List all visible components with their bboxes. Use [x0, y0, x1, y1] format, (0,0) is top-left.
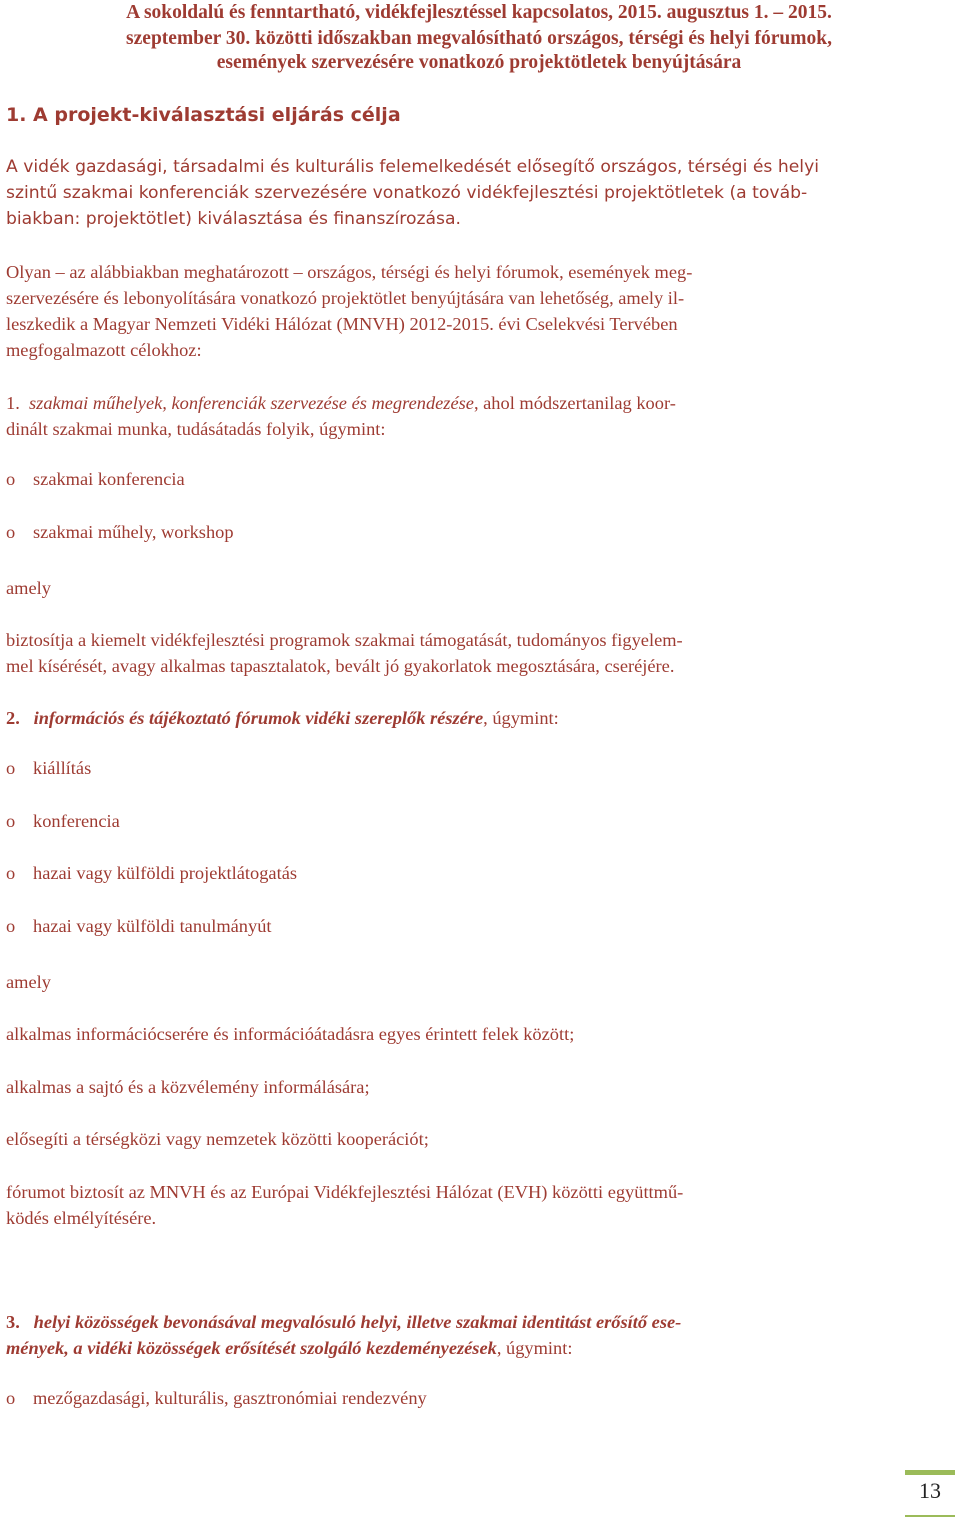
bullet-item: hazai vagy külföldi projektlátogatás — [33, 863, 298, 883]
item-2-last-paragraph — [6, 1179, 683, 1231]
bullet-glyph: o — [6, 811, 16, 831]
item-1-paragraph — [6, 627, 683, 679]
bullet-item: kiállítás — [33, 758, 92, 778]
item-emphasis: információs és tájékoztató fórumok vidéki szereplők részére — [33, 708, 484, 728]
text-line: mel kísérését, avagy alkalmas tapasztalatok, bevált jó gyakorlatok megosztására, cseréjére. — [6, 656, 675, 676]
item-3-intro — [6, 1309, 681, 1361]
bullet-item: konferencia — [33, 811, 120, 831]
text-line — [6, 390, 676, 416]
item-rest: , úgymint: — [483, 708, 559, 728]
text-line: biakban: projektötlet) kiválasztása és finanszírozása. — [6, 209, 461, 229]
bullet-glyph: o — [6, 522, 16, 542]
item-number: 1. — [6, 393, 20, 413]
doc-title-line-3: események szervezésére vonatkozó projektötletek benyújtására — [216, 52, 742, 73]
item-2-line-2: alkalmas a sajtó és a közvélemény informálására; — [6, 1077, 370, 1097]
bullet-item: szakmai műhely, workshop — [33, 522, 234, 542]
item-2-intro — [6, 705, 559, 731]
bullet-item: szakmai konferencia — [33, 469, 185, 489]
item-2-line-1: alkalmas információcserére és információátadásra egyes érintett felek között; — [6, 1024, 575, 1044]
text-line: szintű szakmai konferenciák szervezésére vonatkozó vidékfejlesztési projektötletek (a továb- — [6, 183, 808, 203]
text-line: A vidék gazdasági, társadalmi és kulturális felemelkedését elősegítő országos, térségi és helyi — [6, 157, 820, 177]
item-rest: , úgymint: — [496, 1338, 573, 1358]
bullet-item: mezőgazdasági, kulturális, gasztronómiai rendezvény — [33, 1388, 427, 1408]
text-line: dinált szakmai munka, tudásátadás folyik, úgymint: — [6, 419, 386, 439]
bullet-glyph: o — [6, 1388, 16, 1408]
bullet-glyph: o — [6, 916, 16, 936]
item-2-amely: amely — [6, 972, 51, 992]
text-line: fórumot biztosít az MNVH és az Európai Vidékfejlesztési Hálózat (EVH) közötti együttmű- — [6, 1182, 684, 1202]
item-1-amely: amely — [6, 578, 51, 598]
text-line — [6, 1309, 681, 1335]
text-line: szervezésére és lebonyolítására vonatkozó projektötlet benyújtására van lehetőség, amely il- — [6, 288, 685, 308]
item-2-line-3: elősegíti a térségközi vagy nemzetek közötti kooperációt; — [6, 1129, 429, 1149]
item-number: 2. — [6, 708, 20, 728]
item-number: 3. — [6, 1312, 20, 1332]
item-emphasis: szakmai műhelyek, konferenciák szervezése és megrendezése — [29, 393, 474, 413]
text-line: biztosítja a kiemelt vidékfejlesztési programok szakmai támogatását, tudományos figyelem- — [6, 630, 683, 650]
text-line: Olyan – az alábbiakban meghatározott – országos, térségi és helyi fórumok, események meg- — [6, 262, 693, 282]
doc-title-line-2: szeptember 30. közötti időszakban megvalósítható országos, térségi és helyi fórumok, — [126, 28, 832, 49]
bullet-glyph: o — [6, 863, 16, 883]
page-number: 13 — [919, 1478, 941, 1503]
text-line: leszkedik a Magyar Nemzeti Vidéki Hálózat (MNVH) 2012-2015. évi Cselekvési Tervében — [6, 314, 678, 334]
item-emphasis: mények, a vidéki közösségek erősítését szolgáló kezdeményezések — [6, 1338, 497, 1358]
item-1-intro — [6, 390, 676, 442]
text-line: ködés elmélyítésére. — [6, 1208, 157, 1228]
item-emphasis: helyi közösségek bevonásával megvalósuló helyi, illetve szakmai identitást erősítő ese- — [33, 1312, 682, 1332]
bullet-item: hazai vagy külföldi tanulmányút — [33, 916, 272, 936]
section-1-paragraph-1 — [6, 154, 819, 232]
section-1-heading: 1. A projekt-kiválasztási eljárás célja — [6, 104, 401, 126]
bullet-glyph: o — [6, 758, 16, 778]
bullet-glyph: o — [6, 469, 16, 489]
page-number-underline — [905, 1515, 955, 1517]
text-line: megfogalmazott célokhoz: — [6, 340, 202, 360]
text-line — [6, 705, 559, 731]
doc-title-line-1: A sokoldalú és fenntartható, vidékfejlesztéssel kapcsolatos, 2015. augusztus 1. – 2015. — [126, 2, 832, 23]
section-1-paragraph-2 — [6, 259, 692, 363]
item-rest: , ahol módszertanilag koor- — [473, 393, 676, 413]
text-line — [6, 1335, 681, 1361]
